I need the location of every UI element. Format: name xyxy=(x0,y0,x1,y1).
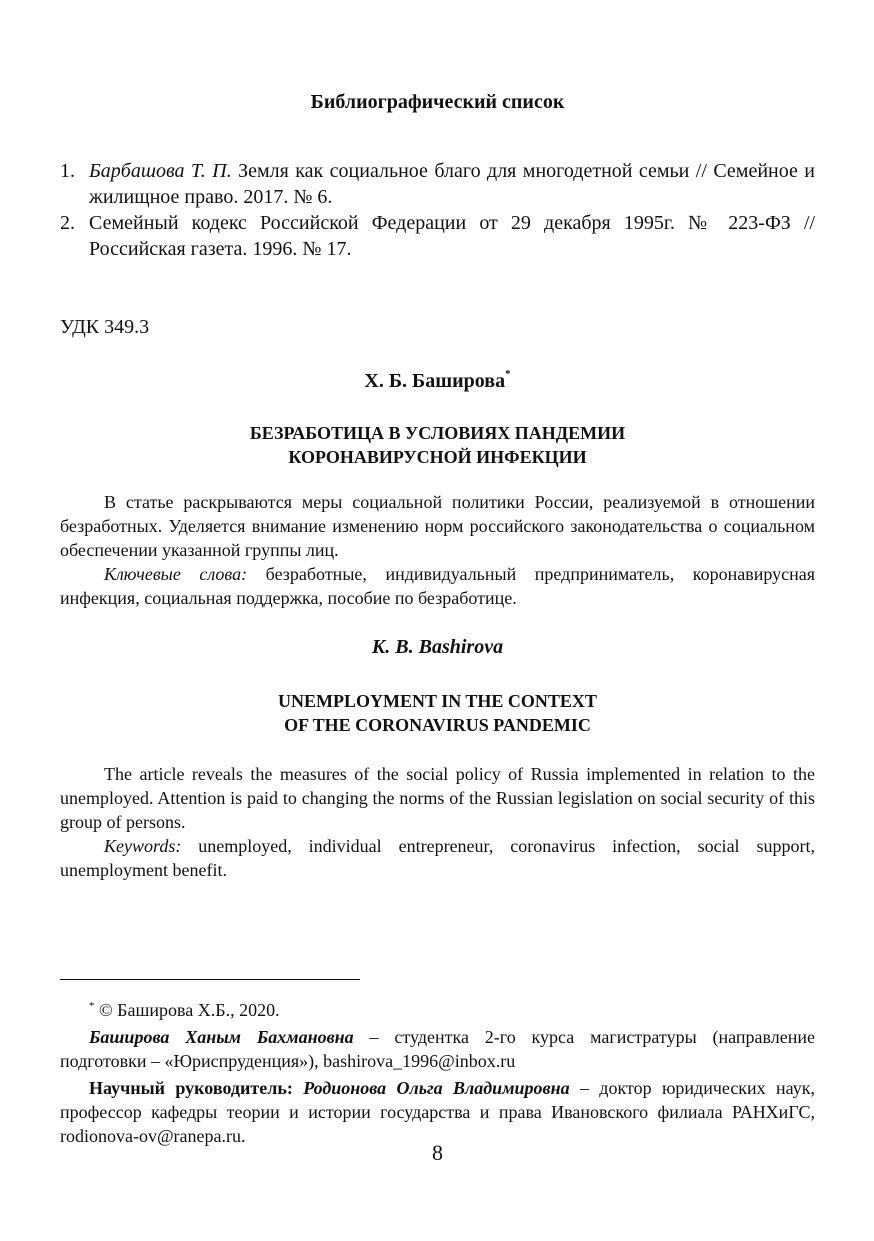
footnote-supervisor xyxy=(60,1076,815,1148)
keywords-en xyxy=(60,834,815,882)
document-page xyxy=(60,0,815,1241)
author-en: K. B. Bashirova xyxy=(371,636,504,658)
author-ru xyxy=(60,370,815,393)
footnote-copyright-text: © Баширова Х.Б., 2020. xyxy=(94,1000,280,1020)
bibliography-item-text: Земля как социальное благо для многодетной семьи // Семейное и жилищное право. 2017. № 6. xyxy=(89,160,815,208)
bibliography-item-author: Барбашова Т. П. xyxy=(89,160,232,182)
article-title-en xyxy=(60,689,815,737)
footnote-supervisor-label: Научный руководитель: xyxy=(89,1078,293,1098)
article-title-ru-line: БЕЗРАБОТИЦА В УСЛОВИЯХ ПАНДЕМИИ xyxy=(249,423,626,443)
bibliography-list xyxy=(60,158,815,262)
footnote-author xyxy=(60,1025,815,1073)
keywords-ru xyxy=(60,562,815,610)
abstract-en xyxy=(60,762,815,882)
author-ru-name: Х. Б. Баширова xyxy=(364,370,506,392)
article-title-en-line: UNEMPLOYMENT IN THE CONTEXT xyxy=(278,691,597,711)
bibliography-item-text: Семейный кодекс Российской Федерации от 29 декабря 1995г. № 223-ФЗ // Российская газета. 1996. № 17. xyxy=(89,212,815,260)
footnote-supervisor-info: – доктор юридических наук, профессор кафедры теории и истории государства и права Ивановского филиала РАНХиГС, rodionova-ov@ranepa.ru. xyxy=(60,1078,815,1146)
keywords-en-text: unemployed, individual entrepreneur, coronavirus infection, social support, unemployment benefit. xyxy=(60,836,815,880)
bibliography-item-number: 2. xyxy=(60,212,75,234)
article-title-en-line: OF THE CORONAVIRUS PANDEMIC xyxy=(284,715,591,735)
footnote-author-info: – студентка 2-го курса магистратуры (направление подготовки – «Юриспруденция»), bashirova_1996@inbox.ru xyxy=(60,1027,815,1071)
footnote-author-name: Баширова Ханым Бахмановна xyxy=(89,1027,354,1047)
keywords-en-label: Keywords: xyxy=(104,836,182,856)
article-title-ru-line: КОРОНАВИРУСНОЙ ИНФЕКЦИИ xyxy=(288,447,587,467)
bibliography-heading: Библиографический список xyxy=(310,91,565,113)
bibliography-item xyxy=(60,210,815,262)
footnotes xyxy=(60,994,815,1151)
abstract-en-text: The article reveals the measures of the social policy of Russia implemented in relation to the unemployed. Attention is paid to changing the norms of the Russian legislation on social security of this group of persons. xyxy=(60,764,815,832)
keywords-ru-text: безработные, индивидуальный предприниматель, коронавирусная инфекция, социальная поддержка, пособие по безработице. xyxy=(60,564,815,608)
abstract-ru-text: В статье раскрываются меры социальной политики России, реализуемой в отношении безработных. Уделяется внимание изменению норм российского законодательства о социальном обеспечении указанной группы лиц. xyxy=(60,492,815,560)
footnote-mark: * xyxy=(89,1000,95,1012)
footnote-divider xyxy=(60,979,360,980)
page-number: 8 xyxy=(432,1140,443,1165)
bibliography-item xyxy=(60,158,815,210)
udk-code: УДК 349.3 xyxy=(60,316,150,338)
bibliography-item-number: 1. xyxy=(60,160,75,182)
author-footnote-mark: * xyxy=(505,368,511,381)
article-title-ru xyxy=(60,421,815,469)
abstract-ru xyxy=(60,490,815,610)
footnote-copyright xyxy=(60,994,815,1022)
keywords-ru-label: Ключевые слова: xyxy=(104,564,248,584)
footnote-supervisor-name: Родионова Ольга Владимировна xyxy=(292,1078,570,1098)
